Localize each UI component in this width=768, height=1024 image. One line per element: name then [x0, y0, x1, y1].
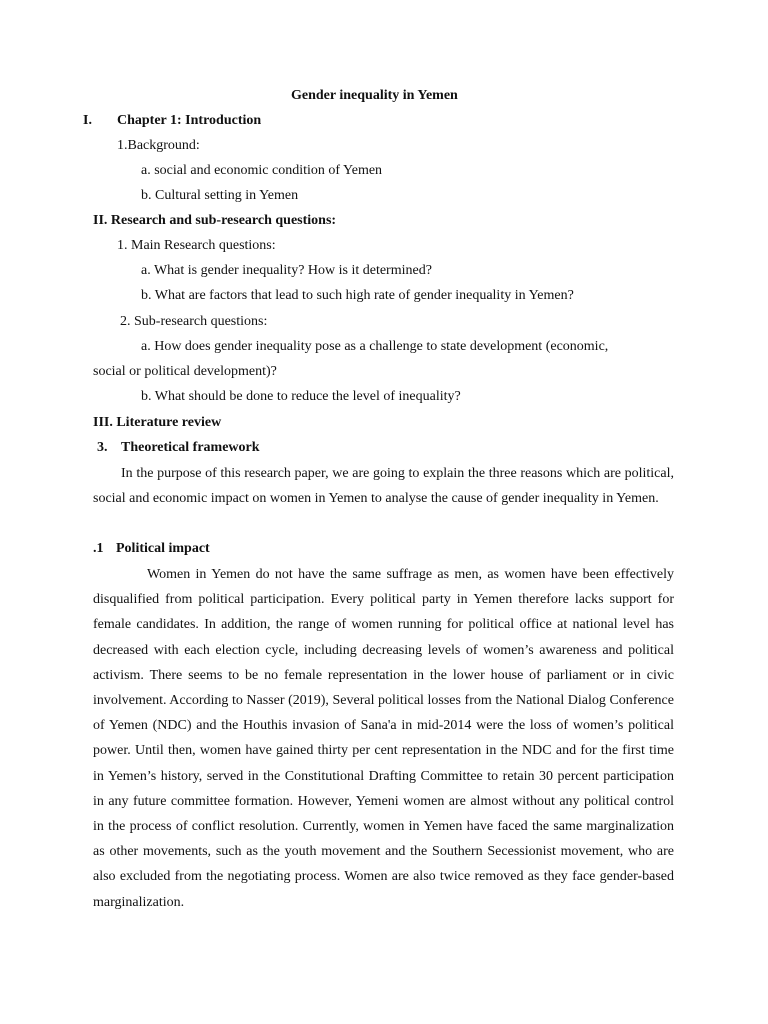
theory-number: 3.	[97, 440, 108, 455]
political-number: .1	[93, 541, 104, 556]
main-question-b: b. What are factors that lead to such high rate of gender inequality in Yemen?	[141, 288, 574, 303]
sub-question-a-line2: social or political development)?	[93, 364, 277, 379]
document-title: Gender inequality in Yemen	[291, 88, 458, 103]
theory-heading: Theoretical framework	[121, 440, 260, 455]
theory-paragraph: In the purpose of this research paper, we are going to explain the three reasons which are political, social and economic impact on women in Yemen to analyse the cause of gender inequality in Yemen.	[93, 466, 674, 507]
sub-question-a-line1: a. How does gender inequality pose as a challenge to state development (economic,	[141, 339, 609, 354]
background-item-a: a. social and economic condition of Yemen	[141, 163, 383, 178]
chapter1-heading: Chapter 1: Introduction	[117, 113, 262, 128]
section3-heading: III. Literature review	[93, 415, 222, 430]
main-questions-heading: 1. Main Research questions:	[117, 238, 276, 253]
section2-heading: II. Research and sub-research questions:	[93, 213, 337, 228]
sub-question-b: b. What should be done to reduce the level of inequality?	[141, 389, 461, 404]
background-item-b: b. Cultural setting in Yemen	[141, 188, 299, 203]
sub-questions-heading: 2. Sub-research questions:	[120, 314, 268, 329]
background-heading: 1.Background:	[117, 138, 200, 153]
main-question-a: a. What is gender inequality? How is it determined?	[141, 263, 432, 278]
political-heading: Political impact	[116, 541, 210, 556]
political-paragraph: Women in Yemen do not have the same suffrage as men, as women have been effectively disqualified from political participation. Every political party in Yemen therefore lacks support for female candidates. In addition, the range of women running for political office at national level has decreased with each election cycle, including decreasing levels of women’s awareness and political activism. There seems to be no female representation in the lower house of parliament or in civic involvement. According to Nasser (2019), Several political losses from the National Dialog Conference of Yemen (NDC) and the Houthis invasion of Sana'a in mid-2014 were the loss of women’s political power. Until then, women have gained thirty per cent representation in the NDC and for the first time in Yemen’s history, served in the Constitutional Drafting Committee to retain 30 percent participation in any future committee formation. However, Yemeni women are almost without any political control in the process of conflict resolution. Currently, women in Yemen have faced the same marginalization as other movements, such as the youth movement and the Southern Secessionist movement, who are also excluded from the negotiating process. Women are also twice removed as they face gender-based marginalization.	[93, 567, 674, 910]
chapter1-numeral: I.	[83, 113, 92, 128]
